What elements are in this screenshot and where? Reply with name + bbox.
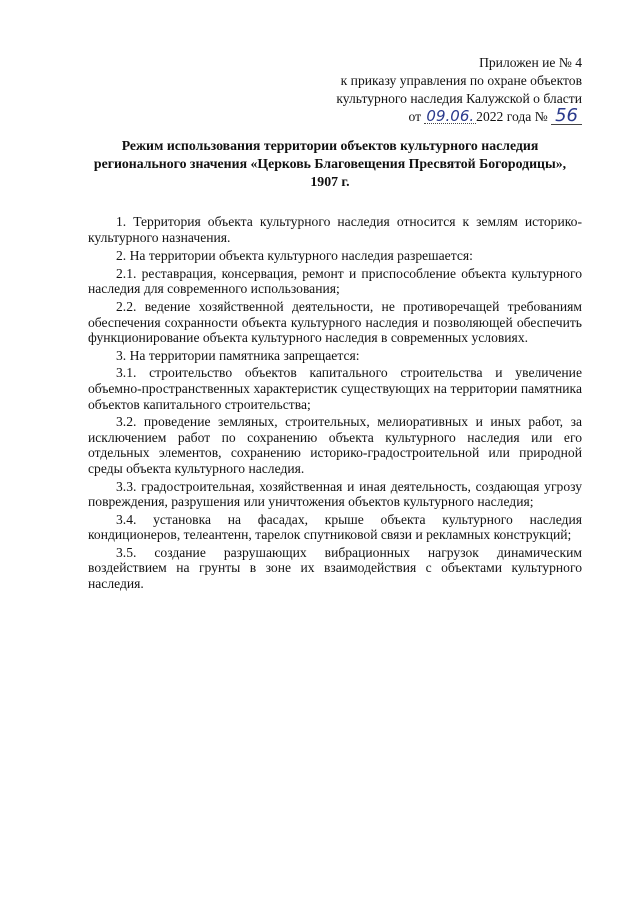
order-reference: к приказу управления по охране объектов xyxy=(340,73,582,88)
title-line-3: 1907 г. xyxy=(310,174,350,189)
issuing-authority: культурного наследия Калужской о бласти xyxy=(336,91,582,106)
paragraph-3-4: 3.4. установка на фасадах, крыше объекта культурного наследия кондиционеров, телеантенн, тарелок спутниковой связи и рекламных конструкций; xyxy=(88,511,582,543)
paragraph-3-1: 3.1. строительство объектов капитального строительства и увеличение объемно-пространственных характеристик существующих на территории памятника объектов капитального строительства; xyxy=(88,365,582,412)
appendix-number: Приложен ие № 4 xyxy=(479,55,582,70)
paragraph-2: 2. На территории объекта культурного наследия разрешается: xyxy=(116,248,473,264)
order-date-line xyxy=(262,105,582,126)
date-suffix: 2022 года № xyxy=(476,109,548,124)
paragraph-1: 1. Территория объекта культурного наследия относится к землям историко-культурного назначения. xyxy=(88,214,582,245)
handwritten-date: 09.06. xyxy=(426,107,475,125)
title-line-2: регионального значения «Церковь Благовещения Пресвятой Богородицы», xyxy=(93,156,567,171)
title-line-1: Режим использования территории объектов культурного наследия xyxy=(121,138,539,153)
paragraph-3-3: 3.3. градостроительная, хозяйственная и иная деятельность, создающая угрозу повреждения, разрушения или уничтожения объектов культурного наследия; xyxy=(88,478,582,510)
date-prefix: от xyxy=(408,109,422,124)
paragraph-3-5: 3.5. создание разрушающих вибрационных нагрузок динамическим воздействием на грунты в зоне их взаимодействия с объектами культурного наследия. xyxy=(88,544,582,592)
paragraph-3-2: 3.2. проведение земляных, строительных, мелиоративных и иных работ, за исключением работ по сохранению объекта культурного наследия или его отдельных элементов, сохранению историко-градостроительной или природной среды объекта культурного наследия. xyxy=(88,414,582,476)
handwritten-order-number: 56 xyxy=(551,108,582,125)
paragraph-3: 3. На территории памятника запрещается: xyxy=(116,347,360,363)
paragraph-2-2: 2.2. ведение хозяйственной деятельности, не противоречащей требованиям обеспечения сохранности объекта культурного наследия и позволяющей обеспечить функционирование объекта культурного наследия в современных условиях. xyxy=(88,298,582,346)
document-title xyxy=(80,137,580,191)
document-body xyxy=(88,214,582,594)
appendix-header xyxy=(262,54,582,126)
paragraph-2-1: 2.1. реставрация, консервация, ремонт и приспособление объекта культурного наследия для современного использования; xyxy=(88,265,582,297)
